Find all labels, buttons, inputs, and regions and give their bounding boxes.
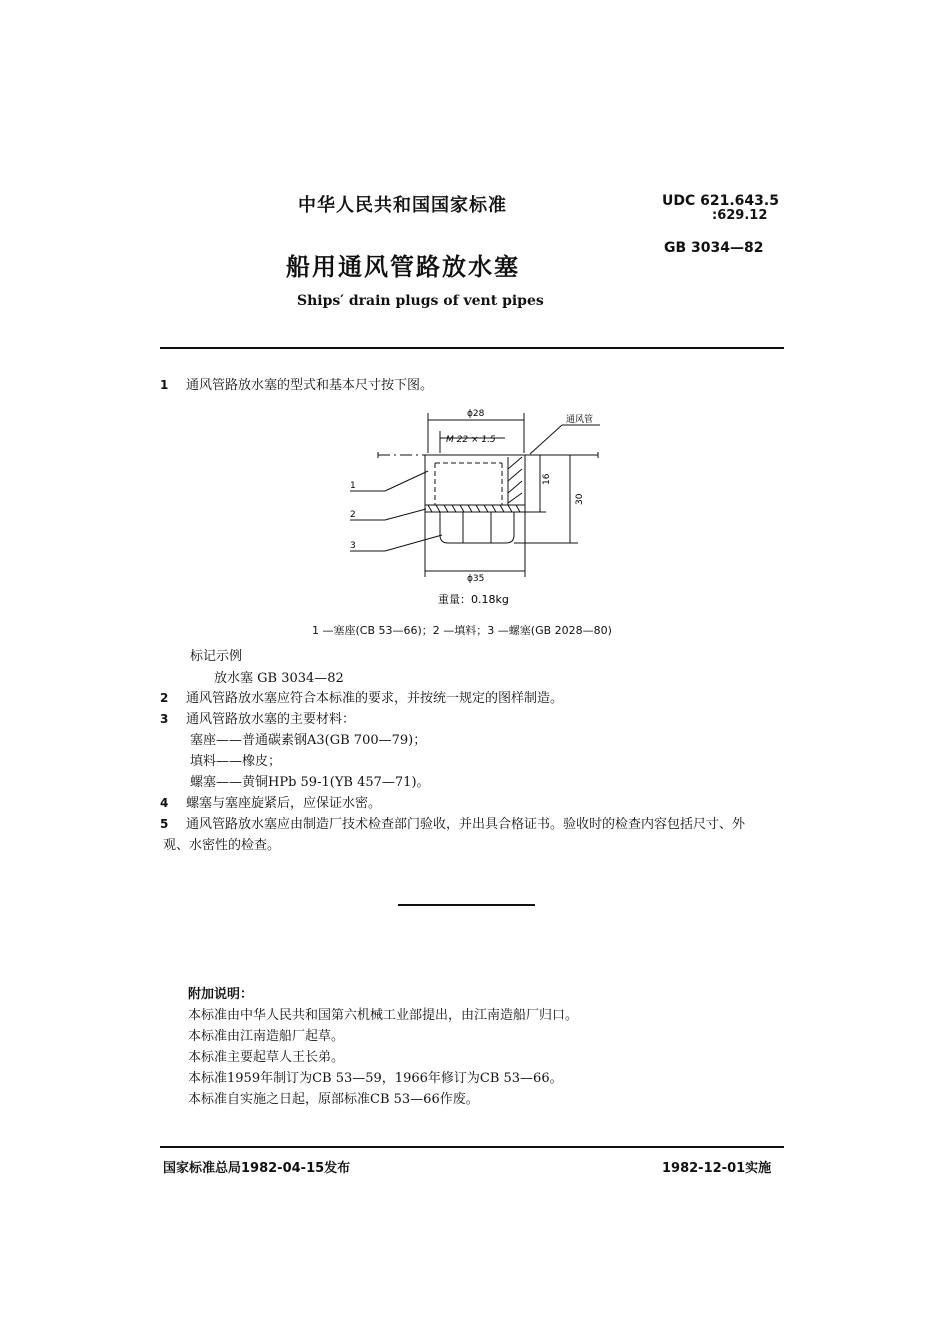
section-4 xyxy=(160,792,381,811)
section-2 xyxy=(160,687,563,706)
notes-line: 本标准由中华人民共和国第六机械工业部提出，由江南造船厂归口。 xyxy=(188,1008,579,1023)
packing-hatch xyxy=(428,505,520,512)
udc-code: UDC 621.643.5 xyxy=(662,193,779,209)
national-standard-heading: 中华人民共和国国家标准 xyxy=(298,195,507,216)
dim-phi35-label: ϕ35 xyxy=(467,574,485,584)
issue-date: 国家标准总局1982-04-15发布 xyxy=(163,1161,351,1176)
page-title-english: Ships′ drain plugs of vent pipes xyxy=(297,293,544,309)
dim-thread-label: M 22 × 1.5 xyxy=(446,435,496,445)
section-end-divider xyxy=(398,904,535,906)
leader-line-3 xyxy=(385,535,442,551)
section-5 xyxy=(160,813,745,832)
callout-2: 2 xyxy=(350,510,356,520)
material-item: 螺塞——黄铜HPb 59-1(YB 457—71)。 xyxy=(190,775,430,790)
callout-1: 1 xyxy=(350,481,356,491)
section-text: 螺塞与塞座旋紧后，应保证水密。 xyxy=(186,796,382,811)
screw-plug-head xyxy=(440,512,514,543)
notes-line: 本标准由江南造船厂起草。 xyxy=(188,1029,345,1044)
section-text: 通风管路放水塞的主要材料： xyxy=(186,712,356,727)
leader-line-vent-pipe xyxy=(530,425,562,454)
header-divider xyxy=(160,347,784,349)
notes-line: 本标准主要起草人王长弟。 xyxy=(188,1050,345,1065)
gb-number: GB 3034—82 xyxy=(664,240,764,256)
section-number: 3 xyxy=(160,712,169,726)
page-title: 船用通风管路放水塞 xyxy=(286,253,520,281)
marking-example-title: 标记示例 xyxy=(190,649,243,664)
vent-pipe-label: 通风管 xyxy=(566,415,594,425)
leader-line-2 xyxy=(385,509,426,520)
material-item: 塞座——普通碳素钢A3(GB 700—79)； xyxy=(190,733,427,748)
leader-line-1 xyxy=(385,471,428,491)
hatch-line xyxy=(508,481,522,493)
marking-example-text: 放水塞 GB 3034—82 xyxy=(214,671,344,686)
section-1 xyxy=(160,374,433,393)
section-number: 5 xyxy=(160,817,169,831)
drain-plug-drawing xyxy=(330,405,630,630)
footer-divider xyxy=(160,1146,784,1148)
section-3 xyxy=(160,708,355,727)
figure-legend: 1 —塞座(CB 53—66)；2 —填料；3 —螺塞(GB 2028—80) xyxy=(312,624,612,637)
section-number: 4 xyxy=(160,796,169,810)
callout-3: 3 xyxy=(350,541,356,551)
section-text: 通风管路放水塞应由制造厂技术检查部门验收，并出具合格证书。验收时的检查内容包括尺寸、外 xyxy=(186,817,746,832)
section-5-continuation: 观、水密性的检查。 xyxy=(163,838,281,853)
hatch-line xyxy=(508,469,522,481)
dim-phi28-label: ϕ28 xyxy=(467,409,485,419)
hatch-line xyxy=(508,493,522,503)
udc-code-secondary: :629.12 xyxy=(712,208,768,223)
notes-line: 本标准自实施之日起，原部标准CB 53—66作废。 xyxy=(188,1092,479,1107)
section-number: 1 xyxy=(160,378,169,392)
dim-16-label: 16 xyxy=(542,473,552,485)
effective-date: 1982-12-01实施 xyxy=(662,1161,772,1176)
section-number: 2 xyxy=(160,691,169,705)
section-text: 通风管路放水塞应符合本标准的要求，并按统一规定的图样制造。 xyxy=(186,691,564,706)
hatch-line xyxy=(508,457,522,469)
notes-line: 本标准1959年制订为CB 53—59，1966年修订为CB 53—66。 xyxy=(188,1071,563,1086)
section-text: 通风管路放水塞的型式和基本尺寸按下图。 xyxy=(186,378,434,393)
dim-30-label: 30 xyxy=(575,493,585,505)
notes-title: 附加说明： xyxy=(188,987,254,1002)
weight-label: 重量：0.18kg xyxy=(438,593,509,606)
material-item: 填料——橡皮； xyxy=(190,754,282,769)
